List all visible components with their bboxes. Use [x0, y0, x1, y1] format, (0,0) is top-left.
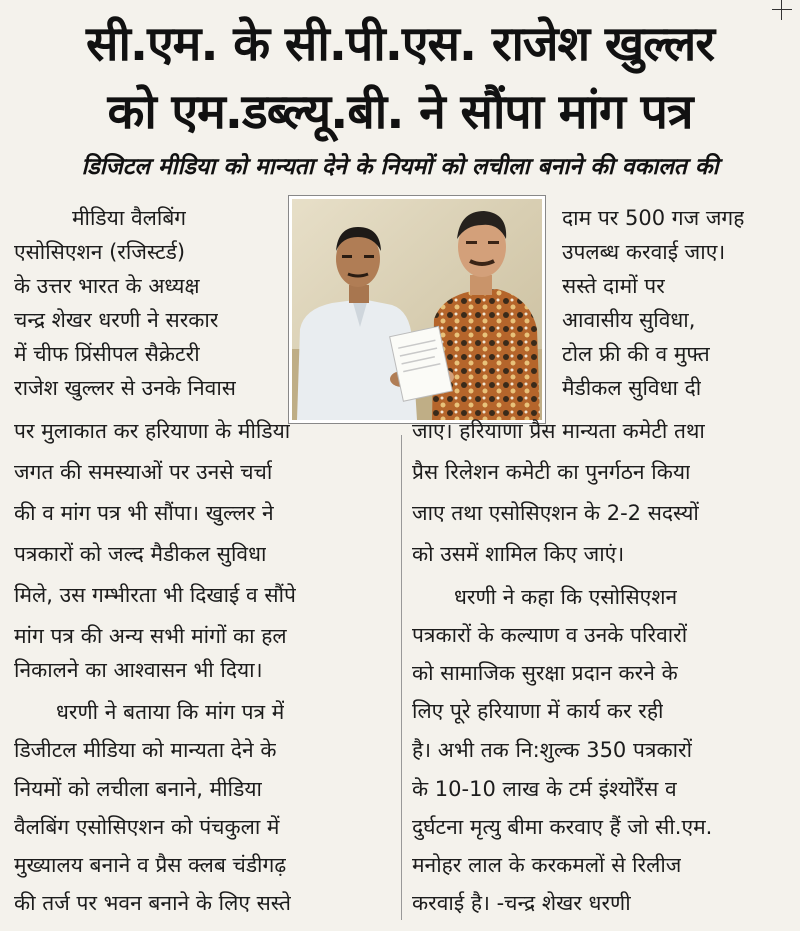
right-column-line: जाए। हरियाणा प्रैस मान्यता कमेटी तथा	[412, 419, 705, 443]
left-column-line: डिजीटल मीडिया को मान्यता देने के	[14, 738, 277, 762]
left-column-line: राजेश खुल्लर से उनके निवास	[14, 376, 236, 400]
left-column-line: मांग पत्र की अन्य सभी मांगों का हल	[14, 624, 287, 648]
left-column-line: मीडिया वैलबिंग	[72, 206, 187, 230]
column-separator	[401, 435, 402, 920]
right-column-line: दुर्घटना मृत्यु बीमा करवाए हैं जो सी.एम.	[412, 815, 713, 839]
right-column-line: जाए तथा एसोसिएशन के 2-2 सदस्यों	[412, 501, 699, 525]
left-column-line: धरणी ने बताया कि मांग पत्र में	[56, 700, 285, 724]
subheadline: डिजिटल मीडिया को मान्यता देने के नियमों को लचीला बनाने की वकालत की	[81, 154, 719, 180]
photo-illustration-icon	[292, 199, 542, 420]
left-column-line: वैलबिंग एसोसिएशन को पंचकुला में	[14, 815, 280, 839]
right-column-line: को सामाजिक सुरक्षा प्रदान करने के	[412, 661, 678, 685]
right-column-line: धरणी ने कहा कि एसोसिएशन	[454, 585, 678, 609]
left-column-line: नियमों को लचीला बनाने, मीडिया	[14, 777, 262, 801]
right-column-line: सस्ते दामों पर	[562, 274, 665, 298]
left-column-line: निकालने का आश्वासन भी दिया।	[14, 658, 263, 682]
left-column-line: की व मांग पत्र भी सौंपा। खुल्लर ने	[14, 501, 274, 525]
left-column-line: मिले, उस गम्भीरता भी दिखाई व सौंपे	[14, 583, 296, 607]
right-column-line: लिए पूरे हरियाणा में कार्य कर रही	[412, 699, 664, 723]
headline-line-1: सी.एम. के सी.पी.एस. राजेश खुल्लर	[86, 16, 714, 72]
left-column-line: में चीफ प्रिंसीपल सैक्रेटरी	[14, 342, 200, 366]
right-column-line: करवाई है। -चन्द्र शेखर धरणी	[412, 891, 631, 915]
right-column-line: है। अभी तक नि:शुल्क 350 पत्रकारों	[412, 738, 693, 762]
left-column-line: जगत की समस्याओं पर उनसे चर्चा	[14, 460, 273, 484]
right-column-line: के 10-10 लाख के टर्म इंश्योरैंस व	[412, 777, 677, 801]
right-column-line: दाम पर 500 गज जगह	[562, 206, 745, 230]
right-column-line: प्रैस रिलेशन कमेटी का पुनर्गठन किया	[412, 460, 691, 484]
right-column-line: मनोहर लाल के करकमलों से रिलीज	[412, 853, 682, 877]
article-photo	[289, 196, 545, 423]
right-column-line: पत्रकारों के कल्याण व उनके परिवारों	[412, 623, 688, 647]
right-column-line: टोल फ्री की व मुफ्त	[562, 342, 710, 366]
left-column-line: के उत्तर भारत के अध्यक्ष	[14, 274, 200, 298]
left-column-line: एसोसिएशन (रजिस्टर्ड)	[14, 240, 186, 264]
left-column-line: पत्रकारों को जल्द मैडीकल सुविधा	[14, 542, 267, 566]
headline-line-2: को एम.डब्ल्यू.बी. ने सौंपा मांग पत्र	[107, 84, 693, 140]
left-column-line: मुख्यालय बनाने व प्रैस क्लब चंडीगढ़	[14, 853, 287, 877]
right-column-line: उपलब्ध करवाई जाए।	[562, 240, 726, 264]
right-column-line: को उसमें शामिल किए जाएं।	[412, 542, 625, 566]
left-column-line: पर मुलाकात कर हरियाणा के मीडिया	[14, 419, 291, 443]
left-column-line: चन्द्र शेखर धरणी ने सरकार	[14, 308, 219, 332]
right-column-line: मैडीकल सुविधा दी	[562, 376, 702, 400]
right-column-line: आवासीय सुविधा,	[562, 308, 696, 332]
left-column-line: की तर्ज पर भवन बनाने के लिए सस्ते	[14, 891, 291, 915]
